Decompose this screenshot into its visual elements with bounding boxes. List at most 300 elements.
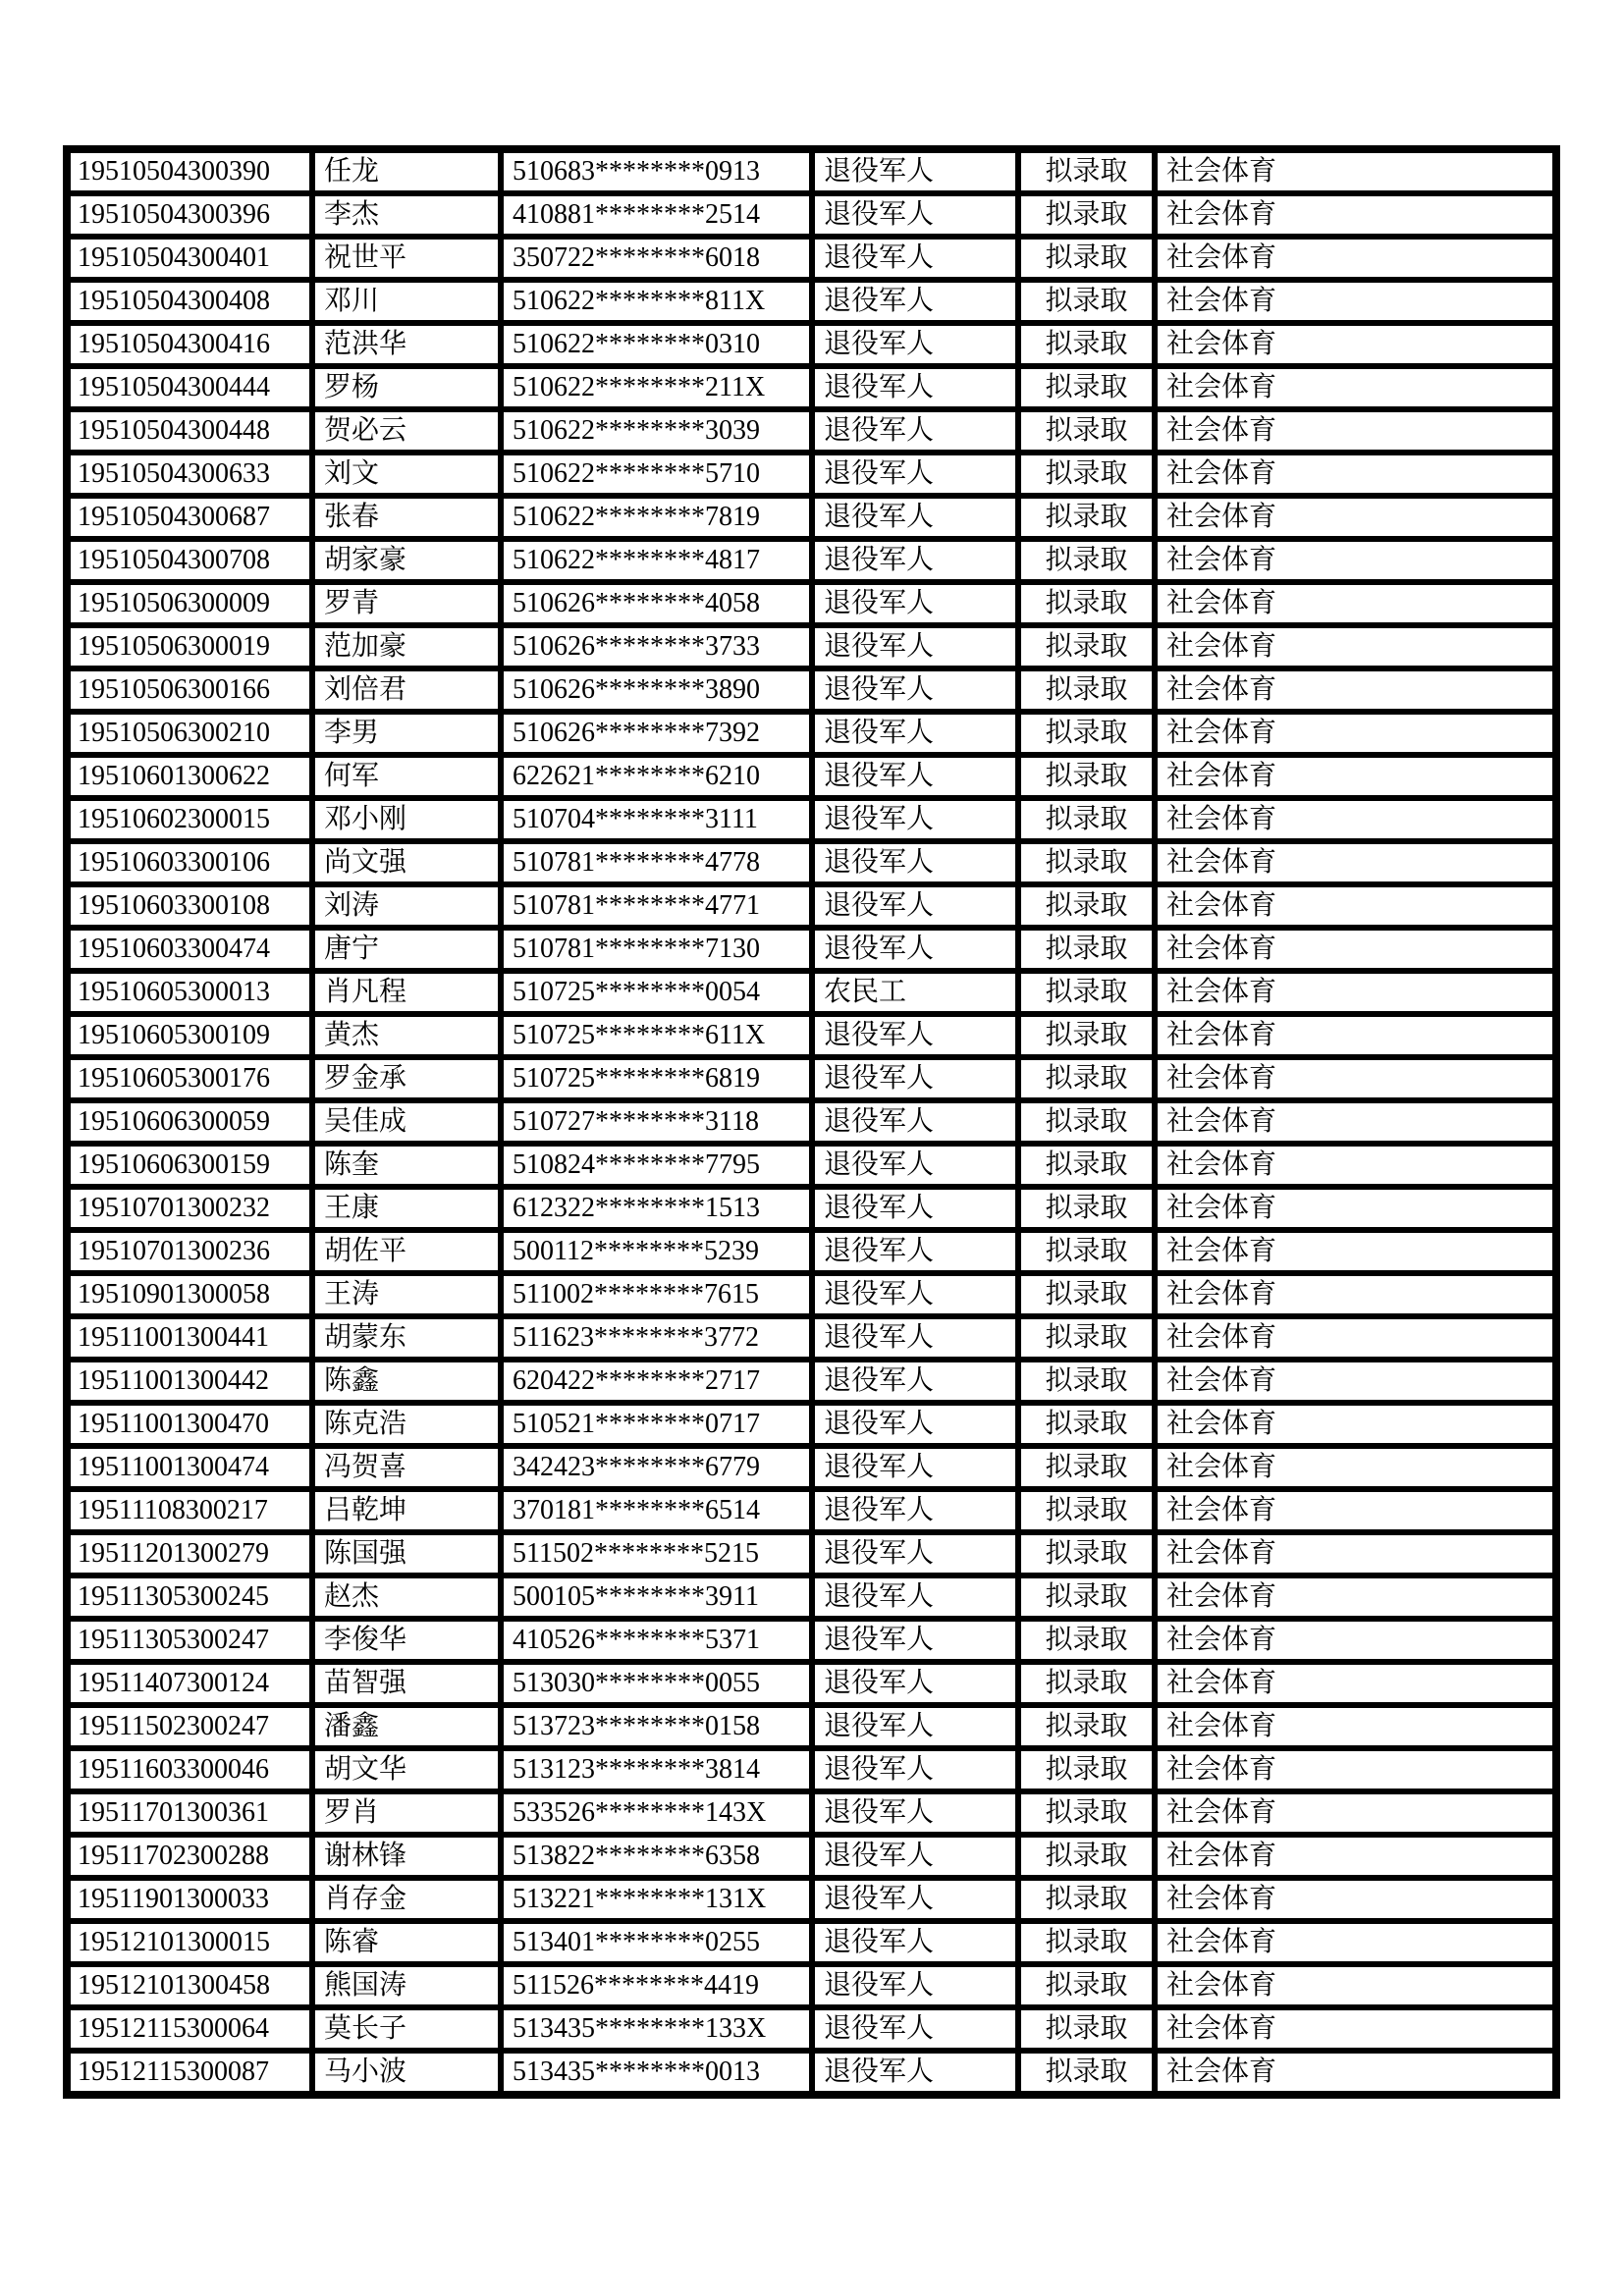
table-row (67, 884, 1556, 928)
major-cell: 社会体育 (1155, 2051, 1556, 2095)
admission-status-cell: 拟录取 (1018, 1100, 1155, 1144)
id-number-cell: 510622********811X (501, 280, 812, 323)
exam-number-cell: 19510603300108 (67, 884, 312, 928)
candidate-type-cell: 退役军人 (812, 798, 1018, 841)
candidate-type-cell: 退役军人 (812, 280, 1018, 323)
admission-status-cell: 拟录取 (1018, 928, 1155, 971)
admission-status-cell: 拟录取 (1018, 1532, 1155, 1575)
admission-status-cell: 拟录取 (1018, 280, 1155, 323)
table-row (67, 712, 1556, 755)
candidate-type-cell: 退役军人 (812, 1057, 1018, 1100)
id-number-cell: 513723********0158 (501, 1705, 812, 1748)
name-cell: 苗智强 (312, 1662, 501, 1705)
major-cell: 社会体育 (1155, 1230, 1556, 1273)
exam-number-cell: 19510504300396 (67, 193, 312, 237)
exam-number-cell: 19510504300633 (67, 453, 312, 496)
table-row (67, 2051, 1556, 2095)
id-number-cell: 410881********2514 (501, 193, 812, 237)
name-cell: 熊国涛 (312, 1964, 501, 2007)
table-row (67, 1100, 1556, 1144)
candidate-type-cell: 退役军人 (812, 1489, 1018, 1532)
candidate-type-cell: 退役军人 (812, 409, 1018, 453)
major-cell: 社会体育 (1155, 149, 1556, 193)
admission-status-cell: 拟录取 (1018, 1791, 1155, 1835)
id-number-cell: 510626********3890 (501, 668, 812, 712)
candidate-type-cell: 退役军人 (812, 1316, 1018, 1360)
name-cell: 刘倍君 (312, 668, 501, 712)
major-cell: 社会体育 (1155, 1964, 1556, 2007)
exam-number-cell: 19510901300058 (67, 1273, 312, 1316)
major-cell: 社会体育 (1155, 1057, 1556, 1100)
major-cell: 社会体育 (1155, 1619, 1556, 1662)
name-cell: 陈国强 (312, 1532, 501, 1575)
exam-number-cell: 19511001300442 (67, 1360, 312, 1403)
exam-number-cell: 19510606300059 (67, 1100, 312, 1144)
id-number-cell: 510626********3733 (501, 625, 812, 668)
name-cell: 范加豪 (312, 625, 501, 668)
table-row (67, 149, 1556, 193)
table-row (67, 1575, 1556, 1619)
candidate-type-cell: 退役军人 (812, 1705, 1018, 1748)
id-number-cell: 342423********6779 (501, 1446, 812, 1489)
exam-number-cell: 19512101300458 (67, 1964, 312, 2007)
exam-number-cell: 19510506300210 (67, 712, 312, 755)
table-row (67, 1835, 1556, 1878)
admission-list-table (63, 145, 1560, 2099)
major-cell: 社会体育 (1155, 1489, 1556, 1532)
name-cell: 刘文 (312, 453, 501, 496)
exam-number-cell: 19511001300441 (67, 1316, 312, 1360)
admission-status-cell: 拟录取 (1018, 496, 1155, 539)
name-cell: 范洪华 (312, 323, 501, 366)
id-number-cell: 513221********131X (501, 1878, 812, 1921)
exam-number-cell: 19511603300046 (67, 1748, 312, 1791)
id-number-cell: 622621********6210 (501, 755, 812, 798)
name-cell: 刘涛 (312, 884, 501, 928)
admission-status-cell: 拟录取 (1018, 884, 1155, 928)
table-row (67, 1662, 1556, 1705)
name-cell: 胡佐平 (312, 1230, 501, 1273)
table-row (67, 1964, 1556, 2007)
table-row (67, 1403, 1556, 1446)
id-number-cell: 510725********0054 (501, 971, 812, 1014)
table-row (67, 1878, 1556, 1921)
table-row (67, 1144, 1556, 1187)
admission-status-cell: 拟录取 (1018, 971, 1155, 1014)
admission-status-cell: 拟录取 (1018, 1403, 1155, 1446)
admission-status-cell: 拟录取 (1018, 712, 1155, 755)
name-cell: 莫长子 (312, 2007, 501, 2051)
id-number-cell: 510622********211X (501, 366, 812, 409)
name-cell: 李杰 (312, 193, 501, 237)
candidate-type-cell: 退役军人 (812, 1878, 1018, 1921)
table-row (67, 193, 1556, 237)
name-cell: 肖存金 (312, 1878, 501, 1921)
admission-status-cell: 拟录取 (1018, 1360, 1155, 1403)
exam-number-cell: 19511001300470 (67, 1403, 312, 1446)
major-cell: 社会体育 (1155, 1014, 1556, 1057)
major-cell: 社会体育 (1155, 1316, 1556, 1360)
id-number-cell: 510622********0310 (501, 323, 812, 366)
exam-number-cell: 19510504300401 (67, 237, 312, 280)
candidate-type-cell: 退役军人 (812, 1964, 1018, 2007)
admission-status-cell: 拟录取 (1018, 2051, 1155, 2095)
major-cell: 社会体育 (1155, 1878, 1556, 1921)
admission-status-cell: 拟录取 (1018, 582, 1155, 625)
name-cell: 潘鑫 (312, 1705, 501, 1748)
id-number-cell: 511526********4419 (501, 1964, 812, 2007)
exam-number-cell: 19510504300708 (67, 539, 312, 582)
name-cell: 尚文强 (312, 841, 501, 884)
candidate-type-cell: 退役军人 (812, 1791, 1018, 1835)
candidate-type-cell: 退役军人 (812, 1187, 1018, 1230)
name-cell: 吴佳成 (312, 1100, 501, 1144)
table-row (67, 1748, 1556, 1791)
major-cell: 社会体育 (1155, 841, 1556, 884)
candidate-type-cell: 退役军人 (812, 366, 1018, 409)
table-row (67, 668, 1556, 712)
admission-status-cell: 拟录取 (1018, 193, 1155, 237)
id-number-cell: 510781********4771 (501, 884, 812, 928)
name-cell: 冯贺喜 (312, 1446, 501, 1489)
id-number-cell: 510725********611X (501, 1014, 812, 1057)
candidate-type-cell: 退役军人 (812, 755, 1018, 798)
exam-number-cell: 19511701300361 (67, 1791, 312, 1835)
id-number-cell: 513123********3814 (501, 1748, 812, 1791)
admission-status-cell: 拟录取 (1018, 1446, 1155, 1489)
id-number-cell: 510626********4058 (501, 582, 812, 625)
exam-number-cell: 19510605300013 (67, 971, 312, 1014)
name-cell: 罗金承 (312, 1057, 501, 1100)
name-cell: 邓小刚 (312, 798, 501, 841)
exam-number-cell: 19510605300176 (67, 1057, 312, 1100)
candidate-type-cell: 退役军人 (812, 1662, 1018, 1705)
table-row (67, 1619, 1556, 1662)
admission-status-cell: 拟录取 (1018, 1921, 1155, 1964)
table-row (67, 1360, 1556, 1403)
exam-number-cell: 19510602300015 (67, 798, 312, 841)
name-cell: 王涛 (312, 1273, 501, 1316)
id-number-cell: 510622********7819 (501, 496, 812, 539)
candidate-type-cell: 退役军人 (812, 237, 1018, 280)
table-row (67, 1921, 1556, 1964)
major-cell: 社会体育 (1155, 366, 1556, 409)
major-cell: 社会体育 (1155, 1273, 1556, 1316)
table-row (67, 1705, 1556, 1748)
admission-status-cell: 拟录取 (1018, 1878, 1155, 1921)
name-cell: 陈鑫 (312, 1360, 501, 1403)
exam-number-cell: 19511702300288 (67, 1835, 312, 1878)
table-row (67, 280, 1556, 323)
name-cell: 谢林锋 (312, 1835, 501, 1878)
table-row (67, 971, 1556, 1014)
exam-number-cell: 19510605300109 (67, 1014, 312, 1057)
id-number-cell: 370181********6514 (501, 1489, 812, 1532)
id-number-cell: 511002********7615 (501, 1273, 812, 1316)
candidate-type-cell: 农民工 (812, 971, 1018, 1014)
candidate-type-cell: 退役军人 (812, 2007, 1018, 2051)
name-cell: 黄杰 (312, 1014, 501, 1057)
exam-number-cell: 19511201300279 (67, 1532, 312, 1575)
id-number-cell: 510781********4778 (501, 841, 812, 884)
admission-status-cell: 拟录取 (1018, 1748, 1155, 1791)
exam-number-cell: 19512115300064 (67, 2007, 312, 2051)
admission-status-cell: 拟录取 (1018, 755, 1155, 798)
major-cell: 社会体育 (1155, 1662, 1556, 1705)
major-cell: 社会体育 (1155, 496, 1556, 539)
exam-number-cell: 19512115300087 (67, 2051, 312, 2095)
admission-status-cell: 拟录取 (1018, 1835, 1155, 1878)
major-cell: 社会体育 (1155, 323, 1556, 366)
major-cell: 社会体育 (1155, 1748, 1556, 1791)
id-number-cell: 510727********3118 (501, 1100, 812, 1144)
exam-number-cell: 19511001300474 (67, 1446, 312, 1489)
exam-number-cell: 19510701300236 (67, 1230, 312, 1273)
major-cell: 社会体育 (1155, 2007, 1556, 2051)
candidate-type-cell: 退役军人 (812, 1100, 1018, 1144)
table-row (67, 539, 1556, 582)
candidate-type-cell: 退役军人 (812, 1403, 1018, 1446)
major-cell: 社会体育 (1155, 1144, 1556, 1187)
id-number-cell: 511623********3772 (501, 1316, 812, 1360)
candidate-type-cell: 退役军人 (812, 1273, 1018, 1316)
id-number-cell: 510622********5710 (501, 453, 812, 496)
major-cell: 社会体育 (1155, 1446, 1556, 1489)
admission-status-cell: 拟录取 (1018, 149, 1155, 193)
exam-number-cell: 19511305300245 (67, 1575, 312, 1619)
exam-number-cell: 19511901300033 (67, 1878, 312, 1921)
major-cell: 社会体育 (1155, 409, 1556, 453)
name-cell: 陈睿 (312, 1921, 501, 1964)
admission-status-cell: 拟录取 (1018, 1316, 1155, 1360)
id-number-cell: 510781********7130 (501, 928, 812, 971)
id-number-cell: 500105********3911 (501, 1575, 812, 1619)
admission-status-cell: 拟录取 (1018, 668, 1155, 712)
admission-list-body (67, 149, 1556, 2095)
major-cell: 社会体育 (1155, 237, 1556, 280)
exam-number-cell: 19510603300474 (67, 928, 312, 971)
name-cell: 李俊华 (312, 1619, 501, 1662)
table-row (67, 1230, 1556, 1273)
major-cell: 社会体育 (1155, 280, 1556, 323)
major-cell: 社会体育 (1155, 1575, 1556, 1619)
name-cell: 罗杨 (312, 366, 501, 409)
exam-number-cell: 19510504300444 (67, 366, 312, 409)
name-cell: 邓川 (312, 280, 501, 323)
table-row (67, 841, 1556, 884)
exam-number-cell: 19510504300448 (67, 409, 312, 453)
name-cell: 任龙 (312, 149, 501, 193)
candidate-type-cell: 退役军人 (812, 712, 1018, 755)
candidate-type-cell: 退役军人 (812, 496, 1018, 539)
id-number-cell: 513401********0255 (501, 1921, 812, 1964)
major-cell: 社会体育 (1155, 1921, 1556, 1964)
exam-number-cell: 19511108300217 (67, 1489, 312, 1532)
name-cell: 贺必云 (312, 409, 501, 453)
candidate-type-cell: 退役军人 (812, 884, 1018, 928)
table-row (67, 798, 1556, 841)
id-number-cell: 410526********5371 (501, 1619, 812, 1662)
id-number-cell: 350722********6018 (501, 237, 812, 280)
candidate-type-cell: 退役军人 (812, 453, 1018, 496)
name-cell: 胡文华 (312, 1748, 501, 1791)
admission-status-cell: 拟录取 (1018, 1964, 1155, 2007)
major-cell: 社会体育 (1155, 928, 1556, 971)
table-row (67, 1014, 1556, 1057)
admission-status-cell: 拟录取 (1018, 409, 1155, 453)
candidate-type-cell: 退役军人 (812, 193, 1018, 237)
name-cell: 马小波 (312, 2051, 501, 2095)
admission-status-cell: 拟录取 (1018, 1230, 1155, 1273)
admission-status-cell: 拟录取 (1018, 1144, 1155, 1187)
id-number-cell: 511502********5215 (501, 1532, 812, 1575)
table-row (67, 1489, 1556, 1532)
candidate-type-cell: 退役军人 (812, 1144, 1018, 1187)
candidate-type-cell: 退役军人 (812, 1835, 1018, 1878)
candidate-type-cell: 退役军人 (812, 668, 1018, 712)
admission-status-cell: 拟录取 (1018, 841, 1155, 884)
exam-number-cell: 19511305300247 (67, 1619, 312, 1662)
table-row (67, 1791, 1556, 1835)
table-row (67, 323, 1556, 366)
exam-number-cell: 19510506300019 (67, 625, 312, 668)
major-cell: 社会体育 (1155, 539, 1556, 582)
table-row (67, 928, 1556, 971)
name-cell: 肖凡程 (312, 971, 501, 1014)
admission-status-cell: 拟录取 (1018, 453, 1155, 496)
table-row (67, 1532, 1556, 1575)
name-cell: 吕乾坤 (312, 1489, 501, 1532)
admission-status-cell: 拟录取 (1018, 1662, 1155, 1705)
major-cell: 社会体育 (1155, 625, 1556, 668)
table-row (67, 366, 1556, 409)
id-number-cell: 500112********5239 (501, 1230, 812, 1273)
candidate-type-cell: 退役军人 (812, 1748, 1018, 1791)
candidate-type-cell: 退役军人 (812, 625, 1018, 668)
admission-status-cell: 拟录取 (1018, 323, 1155, 366)
name-cell: 陈克浩 (312, 1403, 501, 1446)
admission-status-cell: 拟录取 (1018, 237, 1155, 280)
admission-status-cell: 拟录取 (1018, 1057, 1155, 1100)
table-row (67, 409, 1556, 453)
table-row (67, 496, 1556, 539)
candidate-type-cell: 退役军人 (812, 928, 1018, 971)
exam-number-cell: 19510606300159 (67, 1144, 312, 1187)
candidate-type-cell: 退役军人 (812, 1446, 1018, 1489)
major-cell: 社会体育 (1155, 1791, 1556, 1835)
major-cell: 社会体育 (1155, 971, 1556, 1014)
major-cell: 社会体育 (1155, 1705, 1556, 1748)
admission-status-cell: 拟录取 (1018, 1489, 1155, 1532)
major-cell: 社会体育 (1155, 712, 1556, 755)
name-cell: 赵杰 (312, 1575, 501, 1619)
exam-number-cell: 19510506300166 (67, 668, 312, 712)
id-number-cell: 612322********1513 (501, 1187, 812, 1230)
table-row (67, 1273, 1556, 1316)
exam-number-cell: 19512101300015 (67, 1921, 312, 1964)
name-cell: 祝世平 (312, 237, 501, 280)
id-number-cell: 620422********2717 (501, 1360, 812, 1403)
candidate-type-cell: 退役军人 (812, 323, 1018, 366)
table-row (67, 453, 1556, 496)
major-cell: 社会体育 (1155, 1360, 1556, 1403)
admission-status-cell: 拟录取 (1018, 1273, 1155, 1316)
name-cell: 李男 (312, 712, 501, 755)
candidate-type-cell: 退役军人 (812, 1921, 1018, 1964)
table-row (67, 237, 1556, 280)
candidate-type-cell: 退役军人 (812, 1619, 1018, 1662)
exam-number-cell: 19510504300390 (67, 149, 312, 193)
major-cell: 社会体育 (1155, 193, 1556, 237)
admission-status-cell: 拟录取 (1018, 2007, 1155, 2051)
exam-number-cell: 19510506300009 (67, 582, 312, 625)
candidate-type-cell: 退役军人 (812, 2051, 1018, 2095)
admission-status-cell: 拟录取 (1018, 1575, 1155, 1619)
exam-number-cell: 19510504300408 (67, 280, 312, 323)
id-number-cell: 510521********0717 (501, 1403, 812, 1446)
table-row (67, 1316, 1556, 1360)
exam-number-cell: 19510504300416 (67, 323, 312, 366)
major-cell: 社会体育 (1155, 798, 1556, 841)
name-cell: 罗肖 (312, 1791, 501, 1835)
major-cell: 社会体育 (1155, 453, 1556, 496)
major-cell: 社会体育 (1155, 1187, 1556, 1230)
admission-status-cell: 拟录取 (1018, 366, 1155, 409)
major-cell: 社会体育 (1155, 668, 1556, 712)
candidate-type-cell: 退役军人 (812, 1014, 1018, 1057)
candidate-type-cell: 退役军人 (812, 582, 1018, 625)
id-number-cell: 510824********7795 (501, 1144, 812, 1187)
id-number-cell: 510704********3111 (501, 798, 812, 841)
id-number-cell: 510622********3039 (501, 409, 812, 453)
exam-number-cell: 19510701300232 (67, 1187, 312, 1230)
name-cell: 王康 (312, 1187, 501, 1230)
table-row (67, 1446, 1556, 1489)
table-row (67, 755, 1556, 798)
candidate-type-cell: 退役军人 (812, 1575, 1018, 1619)
candidate-type-cell: 退役军人 (812, 1532, 1018, 1575)
major-cell: 社会体育 (1155, 1835, 1556, 1878)
id-number-cell: 533526********143X (501, 1791, 812, 1835)
name-cell: 陈奎 (312, 1144, 501, 1187)
id-number-cell: 510725********6819 (501, 1057, 812, 1100)
id-number-cell: 513030********0055 (501, 1662, 812, 1705)
exam-number-cell: 19510601300622 (67, 755, 312, 798)
exam-number-cell: 19511407300124 (67, 1662, 312, 1705)
id-number-cell: 513822********6358 (501, 1835, 812, 1878)
exam-number-cell: 19510504300687 (67, 496, 312, 539)
id-number-cell: 510683********0913 (501, 149, 812, 193)
admission-status-cell: 拟录取 (1018, 539, 1155, 582)
id-number-cell: 510622********4817 (501, 539, 812, 582)
major-cell: 社会体育 (1155, 1532, 1556, 1575)
admission-status-cell: 拟录取 (1018, 1619, 1155, 1662)
table-row (67, 582, 1556, 625)
table-row (67, 1187, 1556, 1230)
name-cell: 罗青 (312, 582, 501, 625)
table-row (67, 1057, 1556, 1100)
name-cell: 胡家豪 (312, 539, 501, 582)
major-cell: 社会体育 (1155, 884, 1556, 928)
major-cell: 社会体育 (1155, 755, 1556, 798)
candidate-type-cell: 退役军人 (812, 1360, 1018, 1403)
admission-status-cell: 拟录取 (1018, 1705, 1155, 1748)
candidate-type-cell: 退役军人 (812, 841, 1018, 884)
major-cell: 社会体育 (1155, 1100, 1556, 1144)
admission-status-cell: 拟录取 (1018, 1014, 1155, 1057)
name-cell: 张春 (312, 496, 501, 539)
id-number-cell: 513435********0013 (501, 2051, 812, 2095)
